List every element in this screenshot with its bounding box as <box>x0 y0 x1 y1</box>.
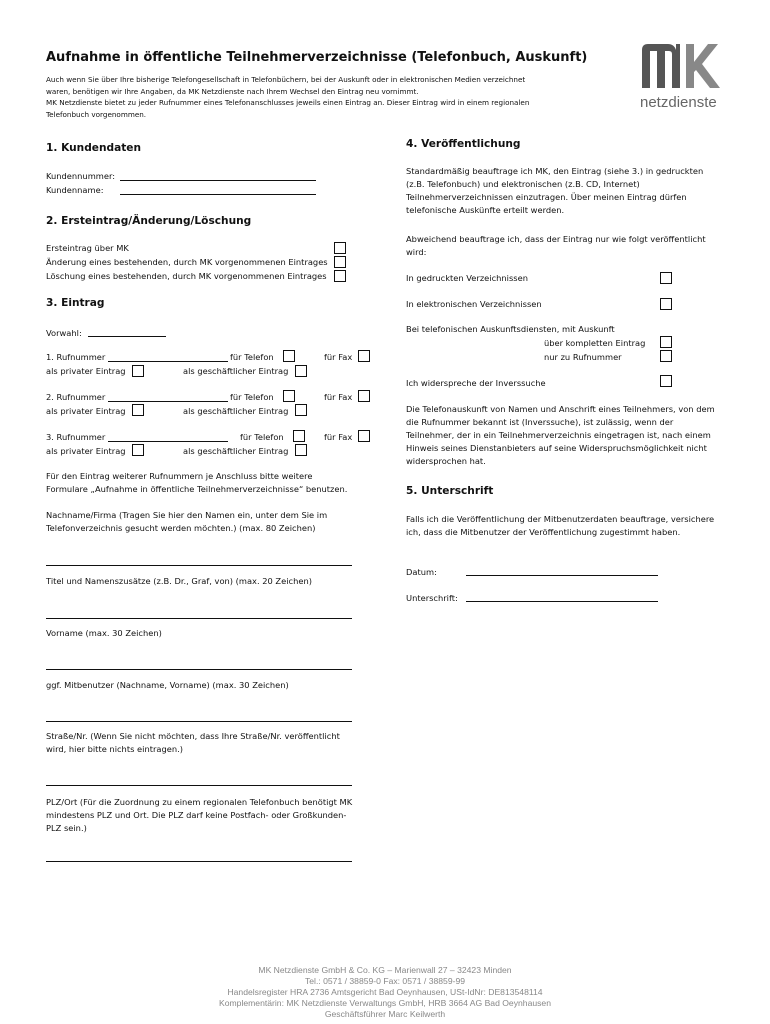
section-eintrag-heading: 3. Eintrag <box>46 297 105 309</box>
section-kundendaten-heading: 1. Kundendaten <box>46 142 142 154</box>
inverssuche-checkbox[interactable] <box>660 375 672 387</box>
rufnummer-1-geschaeftlich-label: als geschäftlicher Eintrag <box>183 366 289 376</box>
datum-field[interactable] <box>466 575 658 576</box>
komplett-label: über kompletten Eintrag <box>544 338 646 348</box>
auskunft-label: Bei telefonischen Auskunftsdiensten, mit Auskunft <box>406 324 615 334</box>
rufnummer-2-geschaeftlich-label: als geschäftlicher Eintrag <box>183 406 289 416</box>
rufnummer-2-fax-checkbox[interactable] <box>358 390 370 402</box>
section-unterschrift-heading: 5. Unterschrift <box>406 485 494 497</box>
loeschung-checkbox[interactable] <box>334 270 346 282</box>
rufnummer-1-fax-checkbox[interactable] <box>358 350 370 362</box>
komplett-checkbox[interactable] <box>660 336 672 348</box>
rufnummer-1-privat-label: als privater Eintrag <box>46 366 126 376</box>
rufnummer-1-geschaeftlich-checkbox[interactable] <box>295 365 307 377</box>
gedruckt-label: In gedruckten Verzeichnissen <box>406 273 528 283</box>
titel-label: Titel und Namenszusätze (z.B. Dr., Graf, von) (max. 20 Zeichen) <box>46 576 312 586</box>
rufnummer-2-field[interactable] <box>108 401 228 402</box>
unterschrift-field[interactable] <box>466 601 658 602</box>
inverssuche-info: Die Telefonauskunft von Namen und Anschrift eines Teilnehmers, von dem die Rufnummer bekannt ist (Inverssuche), ist zulässig, wenn der Teilnehmer, der in ein Teilnehmerverzeichnis eingetragen ist, nach einem Hinweis seines Dienstanbieters auf seine Widerspruchsmöglichkeit nicht widersprochen hat. <box>406 404 715 466</box>
kundennummer-field[interactable] <box>120 180 316 181</box>
rufnummer-1-label: 1. Rufnummer <box>46 352 106 362</box>
mitbenutzer-field[interactable] <box>46 721 352 722</box>
rufnummer-3-privat-checkbox[interactable] <box>132 444 144 456</box>
rufnummer-3-privat-label: als privater Eintrag <box>46 446 126 456</box>
rufnummer-2-privat-label: als privater Eintrag <box>46 406 126 416</box>
strasse-field[interactable] <box>46 785 352 786</box>
abweichend-text: Abweichend beauftrage ich, dass der Eintrag nur wie folgt veröffentlicht wird: <box>406 234 706 257</box>
kundenname-label: Kundenname: <box>46 185 104 195</box>
titel-field[interactable] <box>46 618 352 619</box>
standard-text: Standardmäßig beauftrage ich MK, den Eintrag (siehe 3.) in gedruckten (z.B. Telefonbuch) und elektronischen (z.B. CD, Internet) Teilnehmerverzeichnissen einzutragen. Über meinen Eintrag dürfen telefonische Auskünfte erteilt werden. <box>406 166 704 215</box>
unterschrift-label: Unterschrift: <box>406 593 458 603</box>
elektronisch-checkbox[interactable] <box>660 298 672 310</box>
plz-ort-field[interactable] <box>46 861 352 862</box>
rufnummer-1-field[interactable] <box>108 361 228 362</box>
datum-label: Datum: <box>406 567 437 577</box>
footer-geschaeftsfuehrer: Geschäftsführer Marc Keilwerth <box>324 1009 446 1019</box>
loeschung-label: Löschung eines bestehenden, durch MK vorgenommenen Eintrages <box>46 271 327 281</box>
nachname-label: Nachname/Firma (Tragen Sie hier den Namen ein, unter dem Sie im Telefonverzeichnis gesucht werden möchten.) (max. 80 Zeichen) <box>46 510 328 533</box>
rufnummer-3-geschaeftlich-label: als geschäftlicher Eintrag <box>183 446 289 456</box>
footer-komplementaerin: Komplementärin: MK Netzdienste Verwaltungs GmbH, HRB 3664 AG Bad Oeynhausen <box>219 998 551 1008</box>
nur-rufnummer-checkbox[interactable] <box>660 350 672 362</box>
footer-phone: Tel.: 0571 / 38859-0 Fax: 0571 / 38859-99 <box>304 976 466 986</box>
weitere-hinweis: Für den Eintrag weiterer Rufnummern je Anschluss bitte weitere Formulare „Aufnahme in öffentliche Teilnehmerverzeichnisse“ benutzen. <box>46 471 348 494</box>
intro-text: Auch wenn Sie über Ihre bisherige Telefongesellschaft in Telefonbüchern, bei der Auskunft oder in elektronischen Medien verzeichnet waren, benötigen wir Ihre Angaben, da MK Netzdienste nach Ihrem Wechsel den Eintrag neu vornimmt. MK Netzdienste bietet zu jeder Rufnummer eines Telefonanschlusses jeweils einen Eintrag an. Dieser Eintrag wird in einem regionalen Telefonbuch vorgenommen. <box>46 75 530 119</box>
rufnummer-3-fax-label: für Fax <box>324 432 353 442</box>
aenderung-label: Änderung eines bestehenden, durch MK vorgenommenen Eintrages <box>46 257 328 267</box>
rufnummer-3-telefon-checkbox[interactable] <box>293 430 305 442</box>
page-title: Aufnahme in öffentliche Teilnehmerverzeichnisse (Telefonbuch, Auskunft) <box>46 50 588 65</box>
mitbenutzer-hinweis: Falls ich die Veröffentlichung der Mitbenutzerdaten beauftrage, versichere ich, dass die Mitbenutzer der Veröffentlichung zugestimmt haben. <box>406 514 715 537</box>
ersteintrag-checkbox[interactable] <box>334 242 346 254</box>
vorname-label: Vorname (max. 30 Zeichen) <box>46 628 162 638</box>
plz-ort-label: PLZ/Ort (Für die Zuordnung zu einem regionalen Telefonbuch benötigt MK mindestens PLZ und Ort. Die PLZ darf keine Postfach- oder Großkunden- PLZ sein.) <box>46 797 353 833</box>
strasse-label: Straße/Nr. (Wenn Sie nicht möchten, dass Ihre Straße/Nr. veröffentlicht wird, hier bitte nichts eintragen.) <box>46 731 340 754</box>
mk-logo <box>636 42 726 118</box>
mitbenutzer-label: ggf. Mitbenutzer (Nachname, Vorname) (max. 30 Zeichen) <box>46 680 289 690</box>
nur-rufnummer-label: nur zu Rufnummer <box>544 352 622 362</box>
rufnummer-1-telefon-label: für Telefon <box>230 352 274 362</box>
rufnummer-2-telefon-checkbox[interactable] <box>283 390 295 402</box>
rufnummer-3-telefon-label: für Telefon <box>240 432 284 442</box>
rufnummer-1-fax-label: für Fax <box>324 352 353 362</box>
rufnummer-3-label: 3. Rufnummer <box>46 432 106 442</box>
rufnummer-3-geschaeftlich-checkbox[interactable] <box>295 444 307 456</box>
logo-text: netzdienste <box>640 94 717 111</box>
gedruckt-checkbox[interactable] <box>660 272 672 284</box>
rufnummer-2-label: 2. Rufnummer <box>46 392 106 402</box>
ersteintrag-label: Ersteintrag über MK <box>46 243 129 253</box>
rufnummer-1-privat-checkbox[interactable] <box>132 365 144 377</box>
footer-address: MK Netzdienste GmbH & Co. KG – Marienwall 27 – 32423 Minden <box>258 965 512 975</box>
rufnummer-2-geschaeftlich-checkbox[interactable] <box>295 404 307 416</box>
rufnummer-1-telefon-checkbox[interactable] <box>283 350 295 362</box>
rufnummer-2-fax-label: für Fax <box>324 392 353 402</box>
kundennummer-label: Kundennummer: <box>46 171 116 181</box>
inverssuche-label: Ich widerspreche der Inverssuche <box>406 378 546 388</box>
rufnummer-2-privat-checkbox[interactable] <box>132 404 144 416</box>
elektronisch-label: In elektronischen Verzeichnissen <box>406 299 542 309</box>
footer-register: Handelsregister HRA 2736 Amtsgericht Bad Oeynhausen, USt-IdNr: DE813548114 <box>227 987 543 997</box>
vorwahl-field[interactable] <box>88 336 166 337</box>
vorname-field[interactable] <box>46 669 352 670</box>
section-eintrag-art-heading: 2. Ersteintrag/Änderung/Löschung <box>46 215 252 227</box>
nachname-field[interactable] <box>46 565 352 566</box>
kundenname-field[interactable] <box>120 194 316 195</box>
rufnummer-2-telefon-label: für Telefon <box>230 392 274 402</box>
rufnummer-3-field[interactable] <box>108 441 228 442</box>
rufnummer-3-fax-checkbox[interactable] <box>358 430 370 442</box>
section-veroeffentlichung-heading: 4. Veröffentlichung <box>406 138 521 150</box>
vorwahl-label: Vorwahl: <box>46 328 82 338</box>
aenderung-checkbox[interactable] <box>334 256 346 268</box>
